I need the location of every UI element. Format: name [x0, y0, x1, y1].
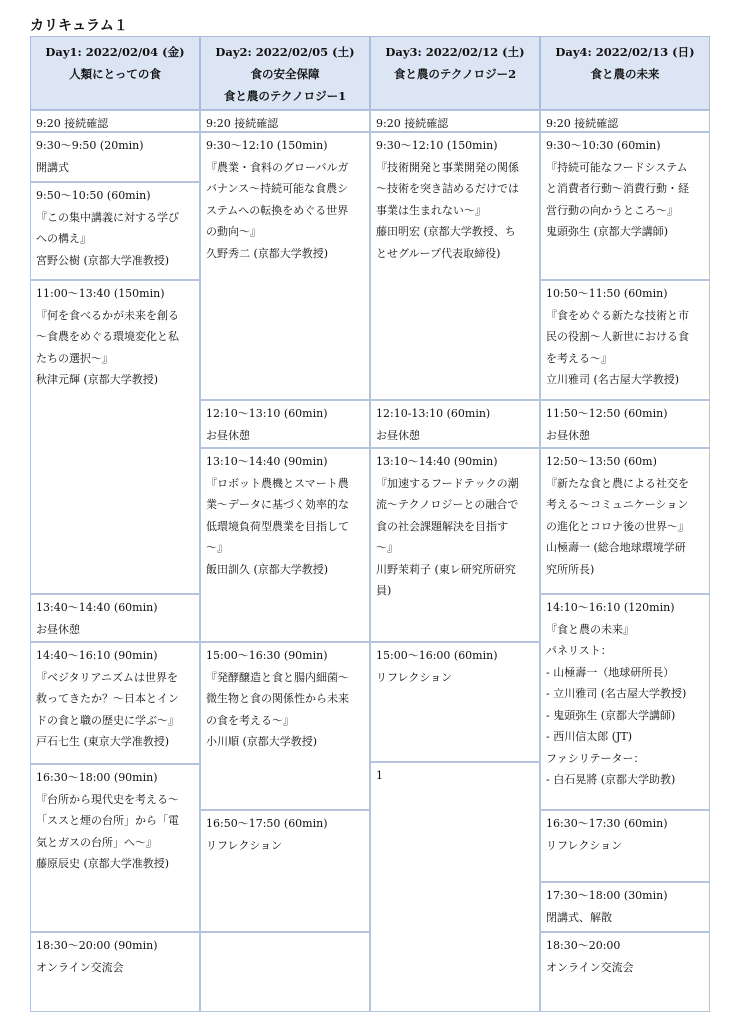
- session-text-line: 『持続可能なフードシステム: [546, 160, 688, 174]
- session-text-line: 究所所長): [546, 562, 595, 576]
- session-text-line: 飯田訓久 (京都大学教授): [206, 562, 329, 576]
- day1-session-cell: [30, 642, 200, 764]
- session-text-line: 9:30〜12:10 (150min): [206, 139, 328, 152]
- session-text-line: お昼休憩: [546, 428, 590, 442]
- session-text-line: 9:20 接続確認: [376, 117, 449, 130]
- session-text-line: 藤田明宏 (京都大学教授、ち: [376, 225, 516, 238]
- session-text-line: を考える〜』: [546, 351, 612, 365]
- session-text-line: 9:30〜9:50 (20min): [36, 139, 144, 152]
- session-text-line: の動向〜』: [206, 225, 261, 238]
- session-text-line: 『食と農の未来』: [546, 622, 634, 636]
- day2-session-cell: [200, 810, 370, 932]
- session-text-line: - 鬼頭弥生 (京都大学講師): [546, 708, 676, 722]
- session-text-line: 川野茉莉子 (東レ研究所研究: [376, 562, 516, 576]
- session-text-line: リフレクション: [546, 838, 623, 852]
- day1-date: Day1: 2022/02/04 (金): [45, 45, 185, 59]
- session-text-line: 『何を食べるかが未来を創る: [36, 308, 179, 322]
- day2-session-cell: [200, 132, 370, 400]
- day3-theme: 食と農のテクノロジー2: [393, 67, 517, 81]
- session-text-line: 小川順 (京都大学教授): [206, 735, 318, 748]
- session-text-line: 気とガスの台所」へ〜』: [36, 835, 157, 849]
- day4-session-cell: [540, 132, 710, 280]
- session-text-line: 『技術開発と事業開発の関係: [376, 160, 519, 174]
- day4-session-cell: [540, 882, 710, 932]
- session-text-line: 〜技術を突き詰めるだけでは: [376, 182, 519, 195]
- session-text-line: 『ベジタリアニズムは世界を: [36, 670, 179, 684]
- day1-session-cell: [30, 764, 200, 932]
- session-text-line: 『ロボット農機とスマート農: [206, 476, 349, 490]
- day4-session-cell: [540, 280, 710, 400]
- session-text-line: 久野秀二 (京都大学教授): [206, 246, 329, 260]
- session-text-line: 11:50〜12:50 (60min): [546, 407, 668, 420]
- session-text-line: 『加速するフードテックの潮: [376, 476, 519, 490]
- day4-session-cell: [540, 448, 710, 594]
- day4-session-cell: [540, 594, 710, 810]
- session-text-line: 16:30〜17:30 (60min): [546, 817, 668, 830]
- session-text-line: 9:50〜10:50 (60min): [36, 189, 151, 202]
- session-text-line: - 西川信太郎 (JT): [546, 730, 633, 743]
- session-text-line: ステムへの転換をめぐる世界: [206, 203, 349, 217]
- session-text-line: 9:20 接続確認: [36, 117, 109, 130]
- session-text-line: 鬼頭弥生 (京都大学講師): [546, 225, 669, 238]
- session-text-line: 食の社会課題解決を目指す: [376, 519, 508, 533]
- day4-session-cell: [540, 810, 710, 882]
- session-text-line: 12:50〜13:50 (60m): [546, 455, 657, 468]
- day4-theme: 食と農の未来: [590, 67, 660, 81]
- day3-header: [370, 36, 540, 110]
- session-text-line: 17:30〜18:00 (30min): [546, 889, 668, 902]
- session-text-line: 16:50〜17:50 (60min): [206, 817, 328, 830]
- session-text-line: 1: [376, 769, 383, 782]
- session-text-line: 18:30〜20:00: [546, 939, 621, 952]
- session-text-line: たちの選択〜』: [36, 351, 113, 365]
- session-text-line: 10:50〜11:50 (60min): [546, 287, 668, 300]
- session-text-line: 18:30〜20:00 (90min): [36, 939, 158, 952]
- day2-session-cell: [200, 932, 370, 1012]
- session-text-line: ドの食と職の歴史に学ぶ〜』: [36, 713, 179, 727]
- session-text-line: 宮野公樹 (京都大学准教授): [36, 253, 170, 267]
- session-text-line: 事業は生まれない〜』: [376, 203, 486, 217]
- session-text-line: 『食をめぐる新たな技術と市: [546, 308, 689, 322]
- session-text-line: の食を考える〜』: [206, 713, 294, 727]
- session-text-line: 戸石七生 (東京大学准教授): [36, 735, 170, 748]
- day2-theme-1: 食の安全保障: [250, 67, 320, 81]
- session-text-line: 9:20 接続確認: [206, 117, 279, 130]
- session-text-line: 9:30〜10:30 (60min): [546, 139, 661, 152]
- session-text-line: ファシリテーター：: [546, 751, 645, 765]
- session-text-line: への構え』: [36, 232, 91, 245]
- session-text-line: 14:40〜16:10 (90min): [36, 649, 158, 662]
- session-text-line: 流〜テクノロジーとの融合で: [376, 498, 519, 511]
- session-text-line: 13:10〜14:40 (90min): [206, 455, 328, 468]
- session-text-line: 『農業・食料のグローバルガ: [206, 160, 349, 174]
- session-text-line: 9:20 接続確認: [546, 117, 619, 130]
- day1-session-cell: [30, 110, 200, 132]
- session-text-line: 15:00〜16:00 (60min): [376, 649, 498, 662]
- day3-session-cell: [370, 448, 540, 642]
- session-text-line: 業〜データに基づく効率的な: [206, 498, 349, 511]
- day1-session-cell: [30, 932, 200, 1012]
- session-text-line: 「ススと煙の台所」から「電: [36, 814, 179, 827]
- session-text-line: - 山極壽一（地球研所長）: [546, 665, 675, 679]
- day1-header: [30, 36, 200, 110]
- session-text-line: 営行動の向かうところ〜』: [546, 203, 678, 217]
- session-text-line: 15:00〜16:30 (90min): [206, 649, 328, 662]
- day3-session-cell: [370, 400, 540, 448]
- session-text-line: お昼休憩: [376, 428, 420, 442]
- session-text-line: 『この集中講義に対する学び: [36, 210, 179, 224]
- session-text-line: 13:10〜14:40 (90min): [376, 455, 498, 468]
- session-text-line: 山極壽一 (総合地球環境学研: [546, 541, 686, 554]
- session-text-line: 〜』: [206, 541, 228, 554]
- session-text-line: オンライン交流会: [546, 960, 634, 974]
- day2-session-cell: [200, 642, 370, 810]
- session-text-line: - 白石晃將 (京都大学助教): [546, 773, 676, 786]
- session-text-line: リフレクション: [206, 838, 283, 852]
- day4-date: Day4: 2022/02/13 (日): [555, 45, 695, 59]
- session-text-line: - 立川雅司 (名古屋大学教授): [546, 687, 687, 700]
- session-text-line: 秋津元輝 (京都大学教授): [36, 373, 159, 386]
- session-text-line: の進化とコロナ後の世界〜』: [546, 519, 689, 533]
- day1-session-cell: [30, 280, 200, 594]
- day2-date: Day2: 2022/02/05 (土): [215, 45, 355, 59]
- session-text-line: お昼休憩: [206, 428, 250, 442]
- day2-session-cell: [200, 110, 370, 132]
- day3-date: Day3: 2022/02/12 (土): [385, 45, 525, 59]
- day4-session-cell: [540, 932, 710, 1012]
- session-text-line: 〜』: [376, 541, 398, 554]
- session-text-line: 12:10-13:10 (60min): [376, 407, 491, 420]
- session-text-line: 『発酵醸造と食と腸内細菌〜: [206, 670, 349, 684]
- day4-session-cell: [540, 110, 710, 132]
- session-text-line: 閉講式、解散: [546, 910, 612, 924]
- document-title: カリキュラム１: [30, 18, 128, 34]
- session-text-line: 低環境負荷型農業を目指して: [206, 519, 349, 533]
- session-text-line: 『新たな食と農による社交を: [546, 476, 689, 490]
- day3-session-cell: [370, 642, 540, 762]
- day4-session-cell: [540, 400, 710, 448]
- day1-session-cell: [30, 594, 200, 642]
- session-text-line: オンライン交流会: [36, 960, 124, 974]
- session-text-line: 員): [376, 584, 392, 597]
- session-text-line: 藤原辰史 (京都大学准教授): [36, 857, 170, 870]
- session-text-line: パネリスト：: [546, 644, 612, 657]
- session-text-line: 16:30〜18:00 (90min): [36, 771, 158, 784]
- session-text-line: とせグループ代表取締役): [376, 246, 501, 260]
- session-text-line: 考える〜コミュニケーション: [546, 498, 689, 511]
- day2-header: [200, 36, 370, 110]
- day1-session-cell: [30, 132, 200, 182]
- session-text-line: 11:00〜13:40 (150min): [36, 287, 165, 300]
- session-text-line: 『台所から現代史を考える〜: [36, 792, 179, 806]
- day3-session-cell: [370, 110, 540, 132]
- session-text-line: 民の役割〜人新世における食: [546, 330, 689, 343]
- session-text-line: 開講式: [36, 160, 69, 174]
- day2-session-cell: [200, 448, 370, 642]
- session-text-line: 13:40〜14:40 (60min): [36, 601, 158, 614]
- session-text-line: と消費者行動〜消費行動・経: [546, 182, 689, 195]
- session-text-line: 14:10〜16:10 (120min): [546, 601, 675, 614]
- day2-session-cell: [200, 400, 370, 448]
- session-text-line: 〜食農をめぐる環境変化と私: [36, 330, 179, 343]
- day2-theme-2: 食と農のテクノロジー1: [223, 89, 347, 103]
- session-text-line: 9:30〜12:10 (150min): [376, 139, 498, 152]
- session-text-line: 救ってきたか？〜日本とイン: [36, 692, 179, 705]
- session-text-line: 微生物と食の関係性から未来: [206, 692, 349, 705]
- day4-header: [540, 36, 710, 110]
- session-text-line: 立川雅司 (名古屋大学教授): [546, 373, 680, 386]
- session-text-line: リフレクション: [376, 670, 453, 684]
- session-text-line: バナンス〜持続可能な食農シ: [206, 182, 349, 195]
- session-text-line: お昼休憩: [36, 622, 80, 636]
- day1-session-cell: [30, 182, 200, 280]
- day3-session-cell: [370, 132, 540, 400]
- day1-theme: 人類にとっての食: [69, 67, 161, 81]
- day3-session-cell: [370, 762, 540, 1012]
- session-text-line: 12:10〜13:10 (60min): [206, 407, 328, 420]
